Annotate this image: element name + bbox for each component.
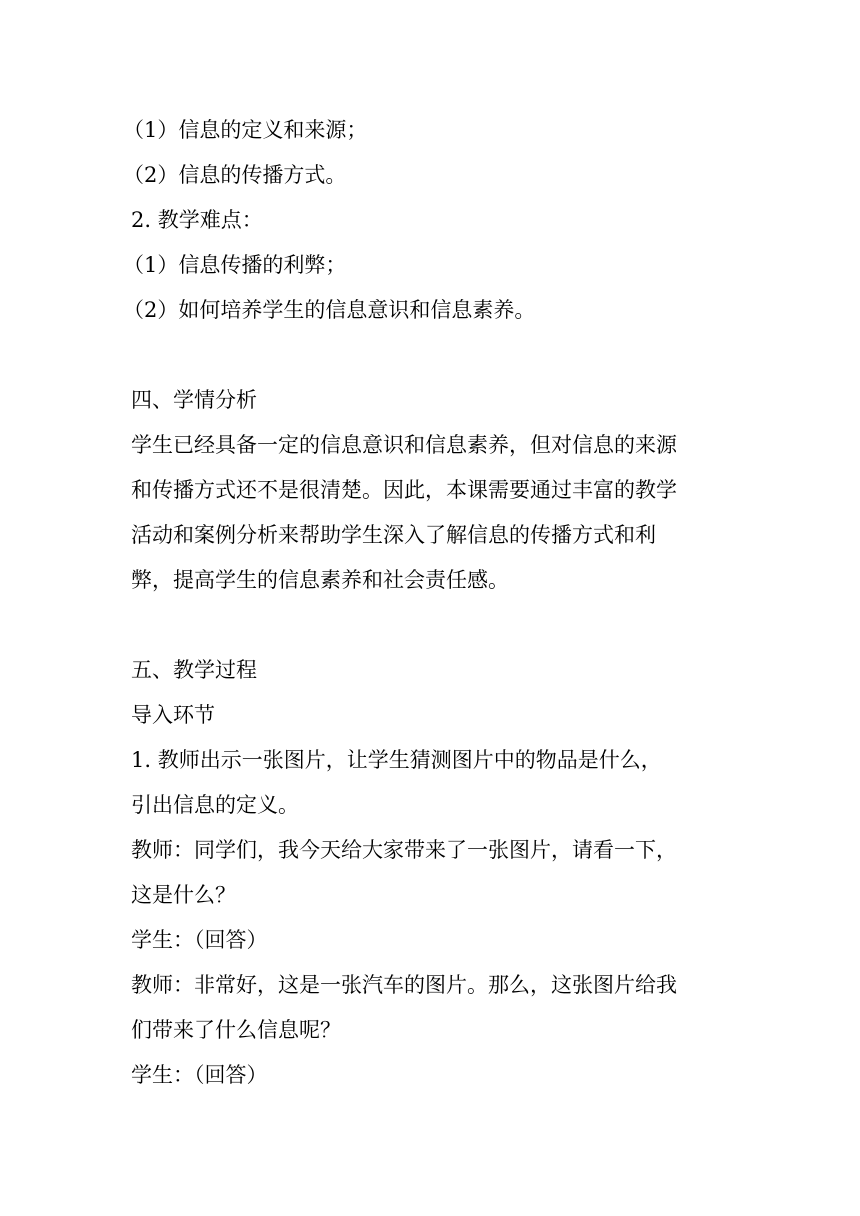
difficulty-2: （2）如何培养学生的信息意识和信息素养。 — [123, 298, 536, 322]
dialogue-student-1: 学生：（回答） — [131, 928, 268, 952]
student-analysis-line-1: 学生已经具备一定的信息意识和信息素养，但对信息的来源 — [131, 433, 677, 457]
student-analysis-line-4: 弊，提高学生的信息素养和社会责任感。 — [131, 568, 509, 592]
document-body — [123, 108, 736, 1098]
step-1-line-1: 1. 教师出示一张图片，让学生猜测图片中的物品是什么， — [131, 748, 662, 772]
step-1-line-2: 引出信息的定义。 — [131, 793, 299, 817]
student-analysis-line-3: 活动和案例分析来帮助学生深入了解信息的传播方式和利 — [131, 523, 656, 547]
subheading-introduction: 导入环节 — [131, 703, 215, 727]
section-heading-teaching-process: 五、教学过程 — [131, 658, 257, 682]
difficulty-1: （1）信息传播的利弊； — [123, 253, 347, 277]
blank-line — [131, 603, 736, 648]
section-heading-student-analysis: 四、学情分析 — [131, 388, 257, 412]
dialogue-teacher-1-line-2: 这是什么？ — [131, 883, 236, 907]
blank-line — [131, 333, 736, 378]
dialogue-teacher-1-line-1: 教师：同学们，我今天给大家带来了一张图片，请看一下， — [131, 838, 677, 862]
dialogue-teacher-2-line-2: 们带来了什么信息呢？ — [131, 1018, 341, 1042]
dialogue-student-2: 学生：（回答） — [131, 1063, 268, 1087]
focus-point-2: （2）信息的传播方式。 — [123, 163, 347, 187]
student-analysis-line-2: 和传播方式还不是很清楚。因此，本课需要通过丰富的教学 — [131, 478, 677, 502]
dialogue-teacher-2-line-1: 教师：非常好，这是一张汽车的图片。那么，这张图片给我 — [131, 973, 677, 997]
focus-point-1: （1）信息的定义和来源； — [123, 118, 368, 142]
difficulties-heading: 2. 教学难点： — [131, 208, 263, 232]
